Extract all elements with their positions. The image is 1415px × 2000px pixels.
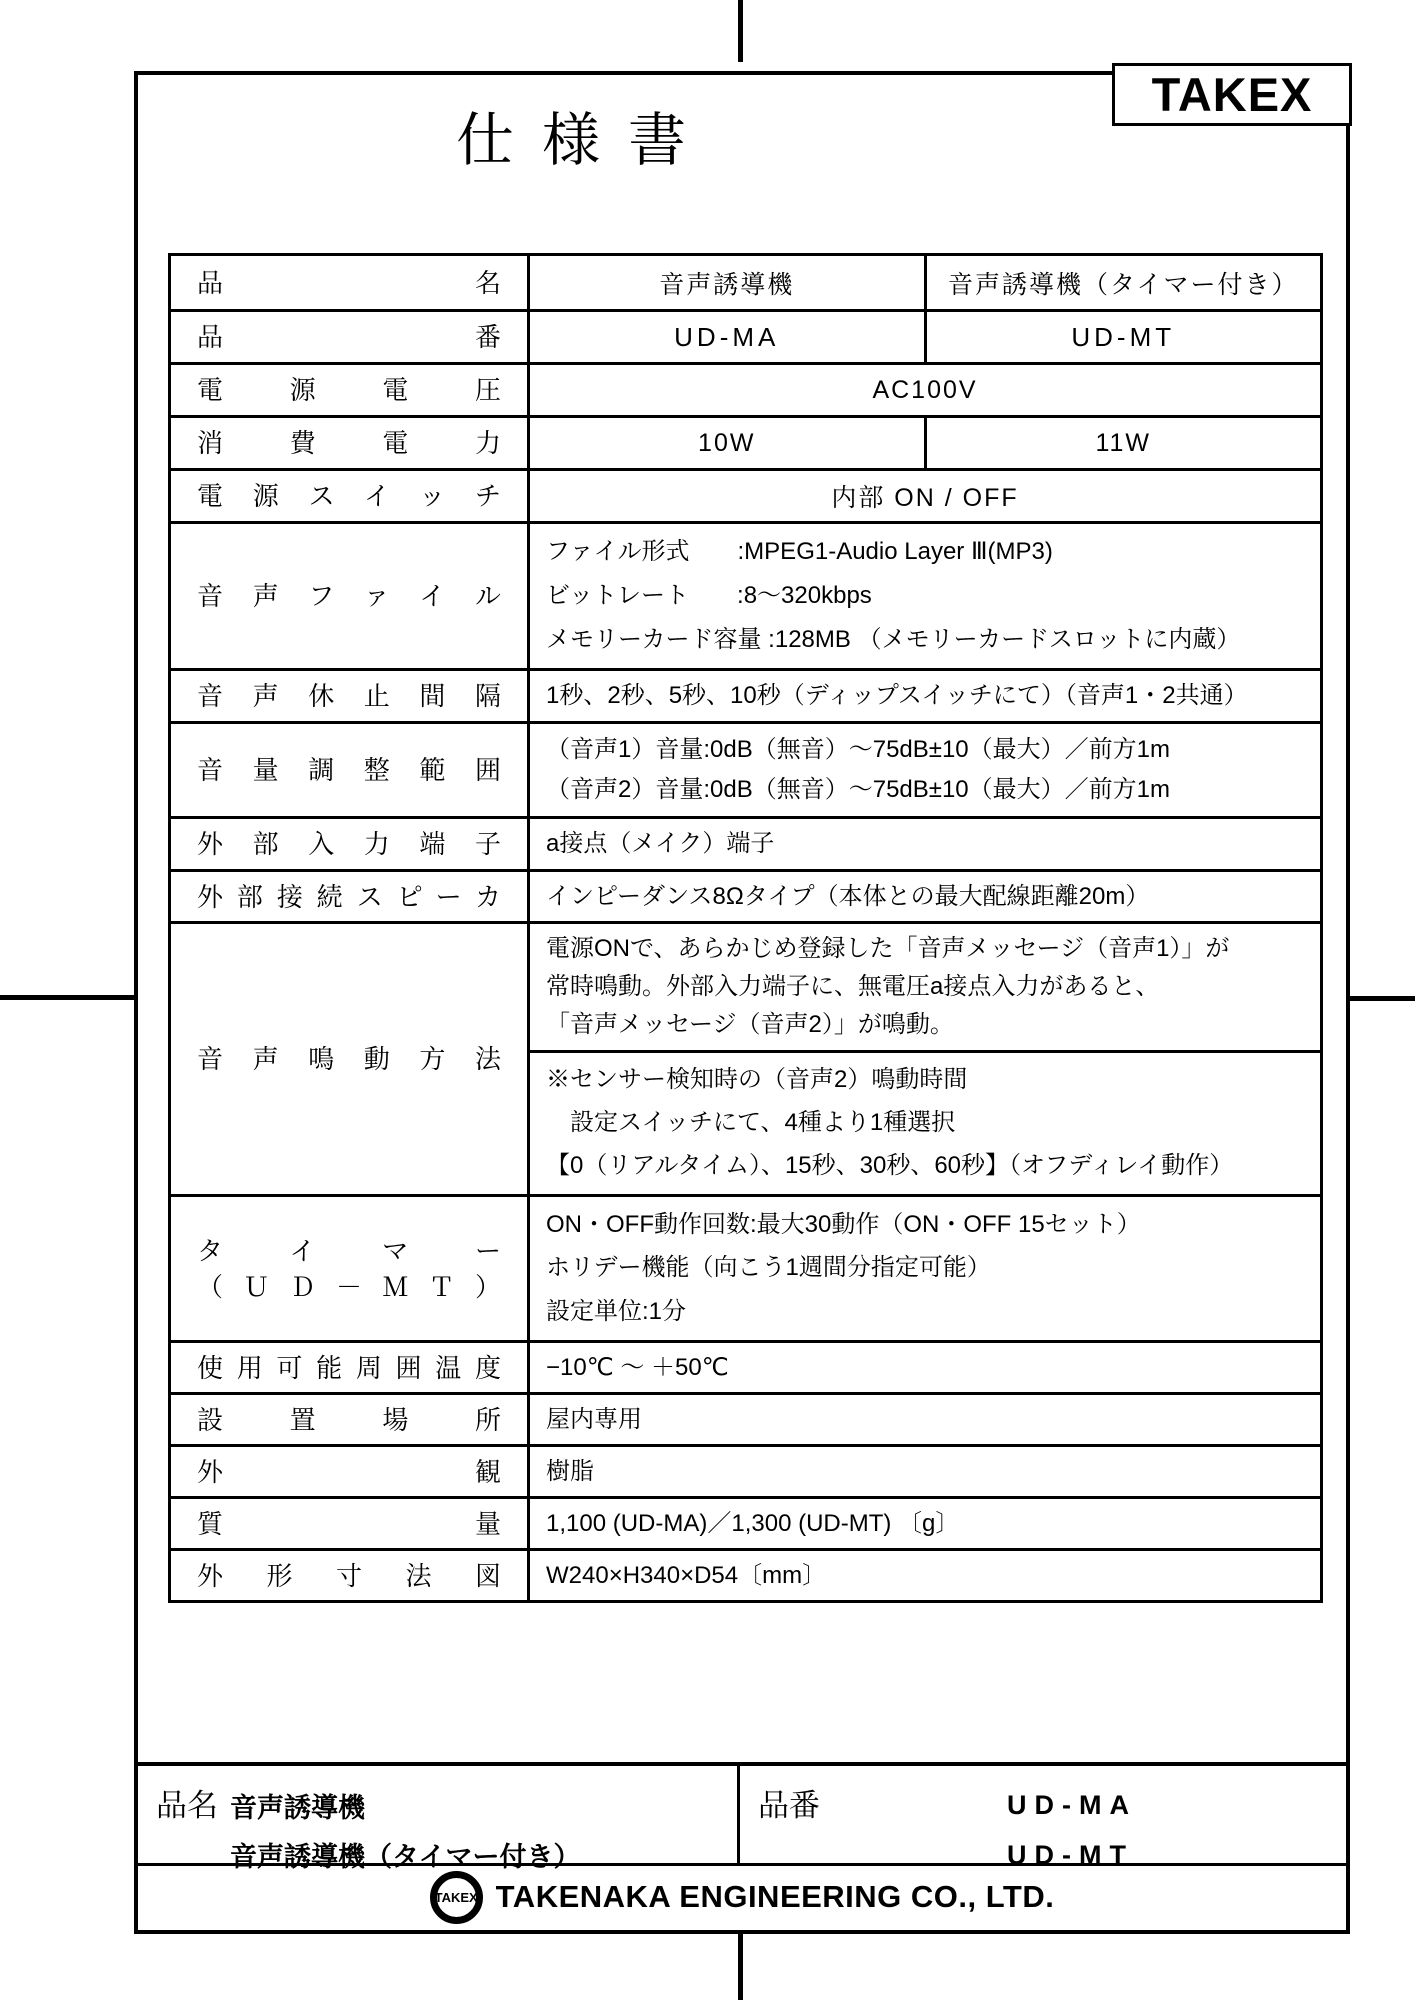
bottom-number-cell — [740, 1766, 1346, 1870]
bottom-name-cell — [138, 1766, 740, 1872]
table-row-external-input — [171, 816, 1320, 869]
value-cell: 樹脂 — [546, 1457, 594, 1485]
table-row-operating-temperature — [171, 1340, 1320, 1392]
value-cell: ファイル形式 :MPEG1-Audio Layer Ⅲ(MP3) ビットレート :8～320kbps メモリーカード容量 :128MB （メモリーカードスロットに内蔵） — [546, 538, 1241, 653]
company-name: TAKENAKA ENGINEERING CO., LTD. — [495, 1879, 1055, 1914]
bottom-name-values: 音声誘導機 音声誘導機（タイマー付き） — [230, 1793, 581, 1872]
value-cell: ※センサー検知時の（音声2）鳴動時間 設定スイッチにて、4種より1種選択 【0（リアルタイム）、15秒、30秒、60秒】（オフディレイ動作） — [546, 1066, 1234, 1180]
takex-wordmark-logo — [1112, 63, 1352, 126]
takex-circle-logo — [430, 1871, 483, 1924]
value-cell: W240×H340×D54〔mm〕 — [546, 1561, 827, 1589]
value-cell: 1秒、2秒、5秒、10秒（ディップスイッチにて）（音声1・2共通） — [546, 682, 1248, 709]
value-cell: 電源ONで、あらかじめ登録した「音声メッセージ（音声1）」が 常時鳴動。外部入力端子に、無電圧a接点入力があると、 「音声メッセージ（音声2）」が鳴動。 — [530, 924, 1320, 1053]
bottom-summary-section — [138, 1762, 1346, 1872]
value-cell: ON・OFF動作回数:最大30動作（ON・OFF 15セット） ホリデー機能（向こう1週間分指定可能） 設定単位:1分 — [546, 1210, 1141, 1326]
value-cell: 内部 ON / OFF — [831, 484, 1019, 512]
row-label: 品名 — [171, 256, 530, 309]
table-row-product-name — [171, 256, 1320, 309]
table-row-product-number — [171, 309, 1320, 362]
table-row-external-speaker — [171, 869, 1320, 921]
row-label: 品番 — [171, 312, 530, 362]
row-label: 外部接続スピーカ — [171, 872, 530, 921]
table-row-mass — [171, 1496, 1320, 1548]
row-label: 電源スイッチ — [171, 471, 530, 521]
row-label: 外観 — [171, 1447, 530, 1496]
row-label: 質量 — [171, 1499, 530, 1548]
bottom-number-values: UD-MA UD-MT — [1007, 1790, 1137, 1870]
table-row-timer — [171, 1194, 1320, 1340]
table-row-installation-place — [171, 1392, 1320, 1444]
row-label: 音量調整範囲 — [171, 724, 530, 816]
row-label: 設置場所 — [171, 1395, 530, 1444]
row-label: タイマー （ＵＤ－ＭＴ） — [171, 1197, 530, 1340]
bottom-number-label: 品番 — [758, 1788, 820, 1823]
takex-circle-logo-text: TAKEX — [434, 1889, 478, 1905]
table-row-power-switch — [171, 468, 1320, 521]
value-cell: 1,100 (UD-MA)／1,300 (UD-MT) 〔g〕 — [546, 1509, 960, 1537]
row-label: 音声休止間隔 — [171, 671, 530, 721]
value-cell: 10W — [698, 428, 756, 457]
table-row-audio-file — [171, 521, 1320, 668]
value-cell: 音声誘導機（タイマー付き） — [924, 256, 1321, 309]
row-label: 音声ファイル — [171, 524, 530, 668]
value-cell: −10℃ ～ ＋50℃ — [546, 1353, 729, 1381]
bottom-name-label: 品名 — [156, 1788, 218, 1823]
value-cell: 音声誘導機 — [659, 270, 795, 299]
value-cell: UD-MT — [924, 312, 1321, 362]
value-cell: 11W — [924, 418, 1321, 468]
crop-mark-bottom — [738, 1932, 743, 2000]
value-cell: インピーダンス8Ωタイプ（本体との最大配線距離20m） — [546, 882, 1150, 910]
table-row-outline-dimensions — [171, 1548, 1320, 1600]
table-row-sounding-method — [171, 921, 1320, 1194]
crop-mark-top — [738, 0, 743, 62]
table-row-power-voltage — [171, 362, 1320, 415]
table-row-volume-range — [171, 721, 1320, 816]
row-label: 音声鳴動方法 — [171, 924, 530, 1194]
value-cell: （音声1）音量:0dB（無音）～75dB±10（最大）／前方1m （音声2）音量:0dB（無音）～75dB±10（最大）／前方1m — [546, 736, 1170, 803]
spec-table — [168, 253, 1323, 1603]
value-cell: AC100V — [872, 375, 978, 404]
row-label: 外部入力端子 — [171, 819, 530, 869]
table-row-appearance — [171, 1444, 1320, 1496]
document-title: 仕様書 — [456, 108, 715, 173]
footer-band — [138, 1863, 1346, 1928]
value-cell: a接点（メイク）端子 — [546, 830, 775, 857]
table-row-power-consumption — [171, 415, 1320, 468]
document-page-frame — [134, 71, 1350, 1934]
value-cell: 屋内専用 — [546, 1405, 642, 1433]
crop-mark-right — [1347, 996, 1415, 1001]
row-label: 消費電力 — [171, 418, 530, 468]
row-label: 電源電圧 — [171, 365, 530, 415]
row-label: 外形寸法図 — [171, 1551, 530, 1600]
takex-wordmark-text: TAKEX — [1151, 68, 1313, 121]
row-label: 使用可能周囲温度 — [171, 1343, 530, 1392]
table-row-pause-interval — [171, 668, 1320, 721]
crop-mark-left — [0, 995, 138, 1000]
value-cell: UD-MA — [674, 321, 780, 352]
